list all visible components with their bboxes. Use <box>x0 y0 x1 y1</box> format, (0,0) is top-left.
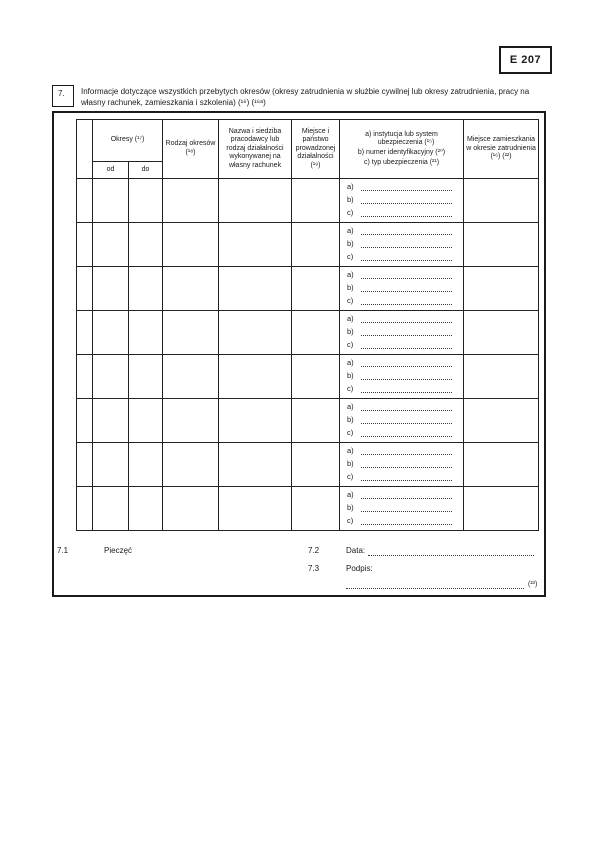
insurance-line <box>340 425 463 437</box>
place-country-cell <box>292 487 340 531</box>
insurance-line <box>340 500 463 512</box>
insurance-line-label: a) <box>347 402 354 411</box>
period-to-cell <box>129 311 163 355</box>
date-fill-line <box>368 546 534 556</box>
row-number-cell <box>77 443 93 487</box>
insurance-line <box>340 337 463 349</box>
dotted-fill-line <box>361 459 452 468</box>
insurance-line-label: b) <box>347 283 354 292</box>
insurance-line-label: c) <box>347 296 354 305</box>
stamp-label: Pieczęć <box>104 546 133 555</box>
table-row <box>77 223 539 267</box>
item-7-1-number: 7.1 <box>57 546 69 555</box>
row-number-cell <box>77 311 93 355</box>
insurance-line-label: a) <box>347 314 354 323</box>
insurance-line <box>340 412 463 424</box>
period-from-cell <box>93 487 129 531</box>
section-content-box <box>52 111 546 597</box>
table-row <box>77 487 539 531</box>
insurance-line <box>340 513 463 525</box>
table-row <box>77 267 539 311</box>
insurance-line <box>340 469 463 481</box>
employer-cell <box>219 311 292 355</box>
period-to-header: do <box>129 162 163 179</box>
dotted-fill-line <box>361 314 452 323</box>
period-type-cell <box>163 179 219 223</box>
insurance-line <box>340 236 463 248</box>
insurance-line-label: a) <box>347 226 354 235</box>
insurance-header-a: a) instytucja lub system ubezpieczenia (¹⁵) <box>365 130 438 147</box>
period-to-cell <box>129 223 163 267</box>
insurance-cell <box>340 179 464 223</box>
period-type-cell <box>163 267 219 311</box>
insurance-line-label: c) <box>347 252 354 261</box>
period-type-cell <box>163 223 219 267</box>
insurance-line <box>340 368 463 380</box>
dotted-fill-line <box>361 358 452 367</box>
insurance-line-label: c) <box>347 340 354 349</box>
dotted-fill-line <box>361 472 452 481</box>
dotted-fill-line <box>361 270 452 279</box>
row-number-cell <box>77 399 93 443</box>
employer-cell <box>219 399 292 443</box>
insurance-line-label: a) <box>347 358 354 367</box>
insurance-cell <box>340 355 464 399</box>
place-country-cell <box>292 223 340 267</box>
period-from-cell <box>93 355 129 399</box>
signature-label: Podpis: <box>346 564 373 573</box>
period-to-cell <box>129 443 163 487</box>
periods-table-body <box>77 179 539 531</box>
insurance-line-label: b) <box>347 327 354 336</box>
residence-cell <box>464 443 539 487</box>
insurance-cell <box>340 223 464 267</box>
insurance-header <box>340 120 464 179</box>
insurance-line-label: a) <box>347 182 354 191</box>
dotted-fill-line <box>361 252 452 261</box>
insurance-cell <box>340 443 464 487</box>
residence-header: Miejsce zamieszkania w okresie zatrudnienia (¹⁶) (²²) <box>464 120 539 179</box>
insurance-line-label: c) <box>347 208 354 217</box>
insurance-line-label: b) <box>347 415 354 424</box>
row-number-cell <box>77 179 93 223</box>
period-from-cell <box>93 267 129 311</box>
insurance-line-label: b) <box>347 239 354 248</box>
period-type-cell <box>163 487 219 531</box>
row-number-cell <box>77 487 93 531</box>
period-from-header: od <box>93 162 129 179</box>
insurance-line-label: b) <box>347 503 354 512</box>
employer-cell <box>219 487 292 531</box>
insurance-line-label: a) <box>347 490 354 499</box>
employer-cell <box>219 443 292 487</box>
dotted-fill-line <box>361 340 452 349</box>
date-label: Data: <box>346 546 366 555</box>
dotted-fill-line <box>361 384 452 393</box>
dotted-fill-line <box>361 239 452 248</box>
residence-cell <box>464 399 539 443</box>
employer-cell <box>219 179 292 223</box>
item-7-2-number: 7.2 <box>308 546 320 555</box>
form-code-badge: E 207 <box>499 46 552 74</box>
place-country-cell <box>292 443 340 487</box>
dotted-fill-line <box>361 490 452 499</box>
insurance-line-label: c) <box>347 428 354 437</box>
employer-cell <box>219 355 292 399</box>
insurance-line-label: b) <box>347 371 354 380</box>
insurance-line <box>340 223 463 235</box>
table-row <box>77 443 539 487</box>
insurance-line <box>340 311 463 323</box>
table-row <box>77 311 539 355</box>
insurance-line <box>340 399 463 411</box>
insurance-line <box>340 324 463 336</box>
residence-cell <box>464 179 539 223</box>
insurance-cell <box>340 487 464 531</box>
residence-cell <box>464 355 539 399</box>
employer-cell <box>219 267 292 311</box>
period-type-cell <box>163 311 219 355</box>
row-number-cell <box>77 355 93 399</box>
insurance-line <box>340 280 463 292</box>
table-row <box>77 355 539 399</box>
insurance-cell <box>340 399 464 443</box>
signature-fill-line <box>346 579 524 589</box>
place-country-cell <box>292 311 340 355</box>
dotted-fill-line <box>361 226 452 235</box>
insurance-line-label: b) <box>347 459 354 468</box>
insurance-header-b: b) numer identyfikacyjny (²⁰) <box>357 149 446 156</box>
place-country-cell <box>292 355 340 399</box>
employer-header: Nazwa i siedziba pracodawcy lub rodzaj działalności wykonywanej na własny rachunek <box>219 120 292 179</box>
dotted-fill-line <box>361 208 452 217</box>
insurance-line-label: a) <box>347 446 354 455</box>
signature-footnote: (²³) <box>528 581 538 588</box>
place-country-cell <box>292 399 340 443</box>
residence-cell <box>464 223 539 267</box>
dotted-fill-line <box>361 327 452 336</box>
dotted-fill-line <box>361 283 452 292</box>
insurance-line <box>340 179 463 191</box>
place-country-cell <box>292 267 340 311</box>
periods-header: Okresy (¹⁷) <box>93 120 163 162</box>
insurance-line-label: a) <box>347 270 354 279</box>
insurance-line <box>340 192 463 204</box>
insurance-line <box>340 381 463 393</box>
place-country-cell <box>292 179 340 223</box>
dotted-fill-line <box>361 182 452 191</box>
dotted-fill-line <box>361 195 452 204</box>
insurance-line <box>340 249 463 261</box>
insurance-cell <box>340 311 464 355</box>
residence-cell <box>464 487 539 531</box>
table-row <box>77 179 539 223</box>
period-from-cell <box>93 179 129 223</box>
period-from-cell <box>93 443 129 487</box>
period-to-cell <box>129 179 163 223</box>
insurance-header-c: c) typ ubezpieczenia (²¹) <box>363 158 440 166</box>
period-from-cell <box>93 399 129 443</box>
period-from-cell <box>93 223 129 267</box>
section-title: Informacje dotyczące wszystkich przebytych okresów (okresy zatrudnienia w służbie cywilnej lub okresy zatrudnienia, pracy na własny rachunek, zamieszkania i szkolenia) (¹⁶) (¹⁶ᵃ) <box>81 87 530 107</box>
row-number-header <box>77 120 93 179</box>
section-number-box <box>52 85 74 107</box>
period-type-cell <box>163 355 219 399</box>
insurance-line-label: c) <box>347 472 354 481</box>
place-country-header: Miejsce i państwo prowadzonej działalności (¹⁹) <box>292 120 340 179</box>
row-number-cell <box>77 267 93 311</box>
insurance-line <box>340 293 463 305</box>
insurance-line <box>340 456 463 468</box>
insurance-line <box>340 267 463 279</box>
residence-cell <box>464 267 539 311</box>
row-number-cell <box>77 223 93 267</box>
period-type-cell <box>163 443 219 487</box>
period-to-cell <box>129 355 163 399</box>
insurance-line <box>340 487 463 499</box>
period-type-cell <box>163 399 219 443</box>
item-7-3-number: 7.3 <box>308 564 320 573</box>
insurance-line-label: b) <box>347 195 354 204</box>
dotted-fill-line <box>361 516 452 525</box>
dotted-fill-line <box>361 415 452 424</box>
dotted-fill-line <box>361 402 452 411</box>
dotted-fill-line <box>361 428 452 437</box>
insurance-line-label: c) <box>347 384 354 393</box>
residence-cell <box>464 311 539 355</box>
insurance-line <box>340 205 463 217</box>
dotted-fill-line <box>361 296 452 305</box>
employer-cell <box>219 223 292 267</box>
dotted-fill-line <box>361 371 452 380</box>
period-from-cell <box>93 311 129 355</box>
period-to-cell <box>129 267 163 311</box>
table-row <box>77 399 539 443</box>
dotted-fill-line <box>361 503 452 512</box>
section-number: 7. <box>58 89 65 98</box>
period-to-cell <box>129 487 163 531</box>
insurance-cell <box>340 267 464 311</box>
dotted-fill-line <box>361 446 452 455</box>
periods-table <box>76 119 539 531</box>
insurance-line-label: c) <box>347 516 354 525</box>
period-type-header: Rodzaj okresów (¹⁸) <box>163 120 219 179</box>
period-to-cell <box>129 399 163 443</box>
insurance-line <box>340 443 463 455</box>
insurance-line <box>340 355 463 367</box>
